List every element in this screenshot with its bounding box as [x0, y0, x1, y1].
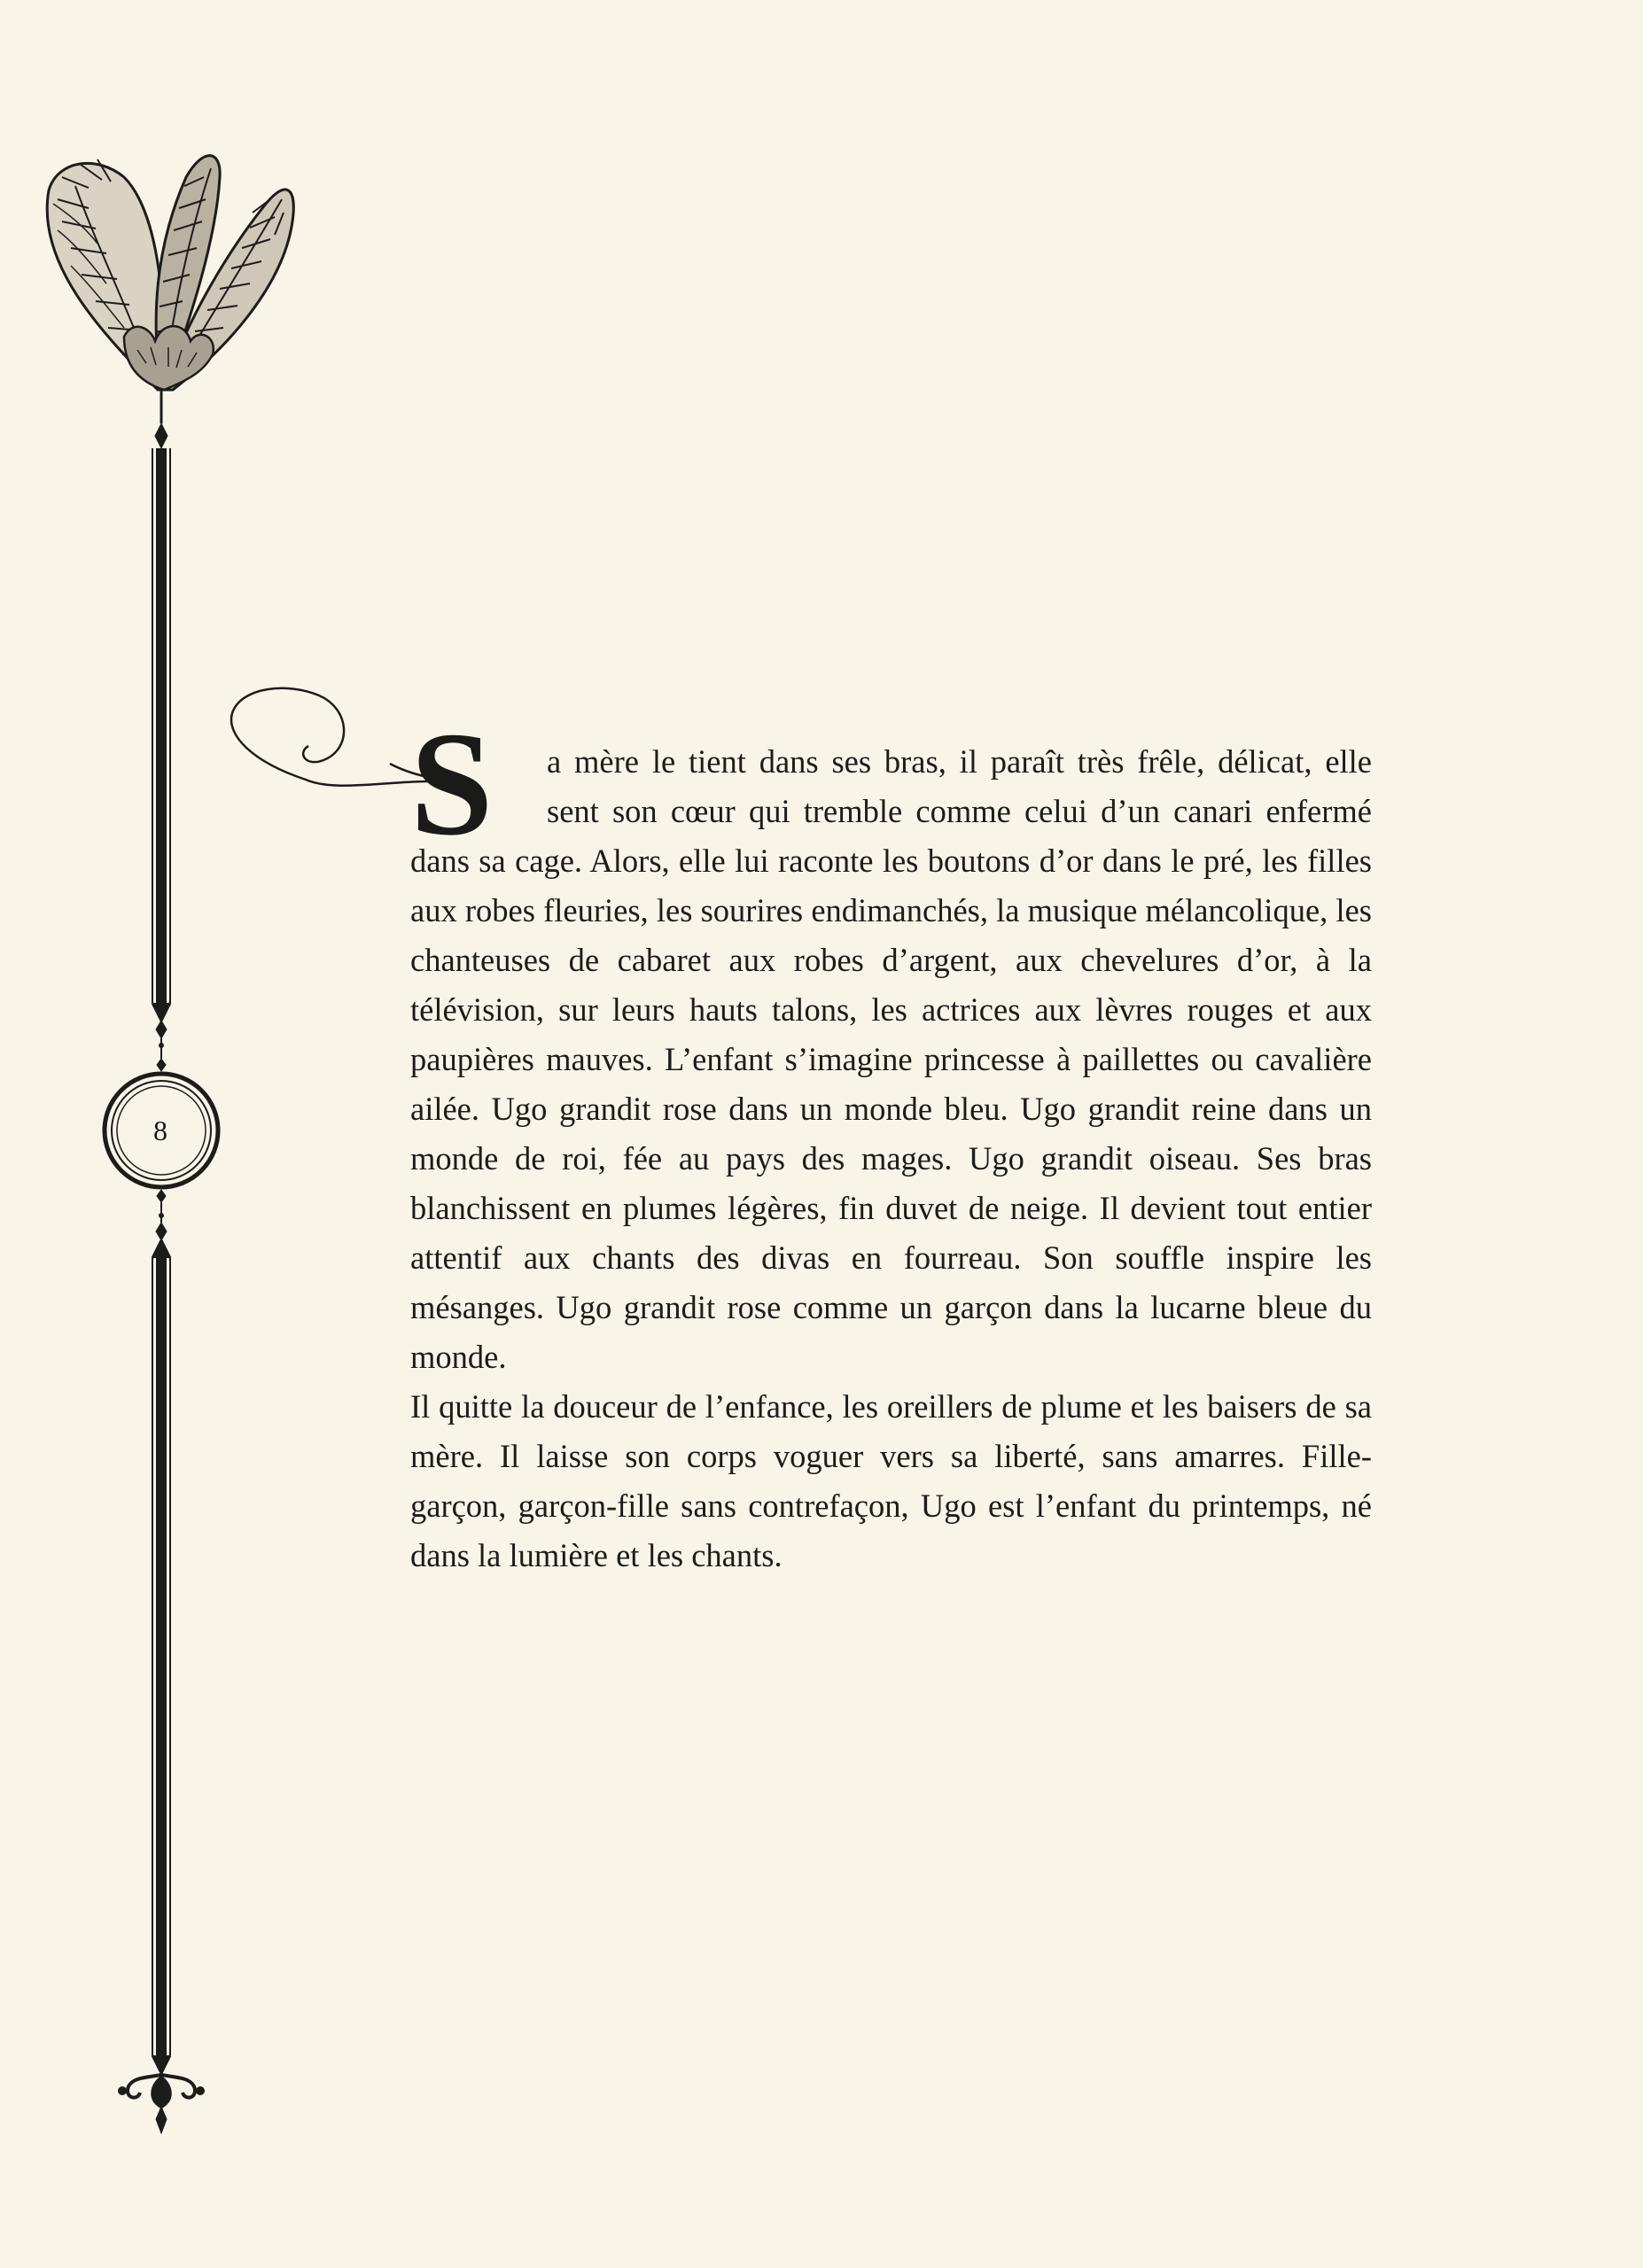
- top-finial: [155, 390, 167, 448]
- drop-cap: S: [410, 702, 494, 866]
- page-number: 8: [153, 1115, 167, 1146]
- upper-vertical-rule: [152, 448, 170, 1071]
- paragraph-1-body: dans sa cage. Alors, elle lui raconte les boutons d’or dans le pré, les filles aux robes fleuries, les sourires endimanchés, la musique mélancolique, les chanteuses de cabaret aux robes d’argent, aux chevelures d’or, à la télévision, sur leurs hauts talons, les actrices aux lèvres rouges et aux paupières mauves. L’enfant s’imagine princesse à paillettes ou cavalière ailée. Ugo grandit rose dans un monde bleu. Ugo grandit reine dans un monde de roi, fée au pays des mages. Ugo grandit oiseau. Ses bras blanchissent en plumes légères, fin duvet de neige. Il devient tout entier attentif aux chants des divas en fourreau. Son souffle inspire les mésanges. Ugo grandit rose comme un garçon dans la lucarne bleue du monde.: [410, 843, 1372, 1375]
- paragraph-1-line-2: sent son cœur qui tremble comme celui d’un canari enfermé: [547, 793, 1372, 829]
- paragraph-1: [410, 737, 1372, 1382]
- bottom-scroll-ornament: [118, 2075, 205, 2133]
- paragraph-1-line-1: a mère le tient dans ses bras, il paraît très frêle, délicat, elle: [547, 743, 1372, 780]
- story-text: [410, 702, 1372, 1581]
- feather-plume-illustration: [47, 156, 293, 390]
- paragraph-2: Il quitte la douceur de l’enfance, les oreillers de plume et les baisers de sa mère. Il laisse son corps voguer vers sa liberté, sans amarres. Fille-garçon, garçon-fille sans contrefaçon, Ugo est l’enfant du printemps, né dans la lumière et les chants.: [410, 1388, 1372, 1573]
- lower-vertical-rule: [152, 1190, 170, 2073]
